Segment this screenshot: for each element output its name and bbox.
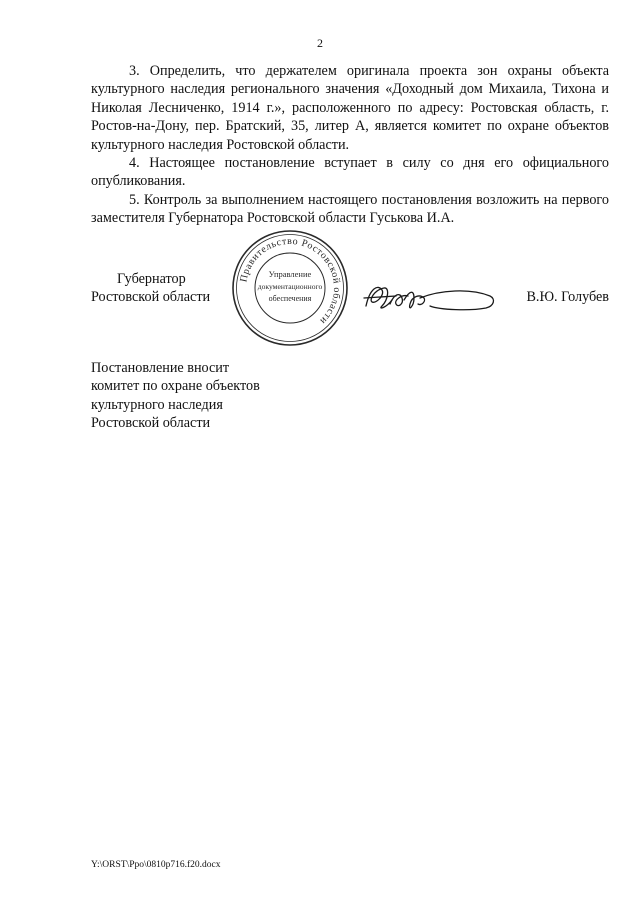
seal-center-line2: документационного xyxy=(257,282,323,291)
document-body xyxy=(91,62,609,228)
paragraph-4: 4. Настоящее постановление вступает в силу со дня его официального опубликования. xyxy=(91,155,609,190)
official-seal-stamp xyxy=(230,228,350,348)
signature-block xyxy=(91,268,609,328)
seal-ring-text: Правительство Ростовской области xyxy=(238,235,343,327)
submitted-by-line4: Ростовской области xyxy=(91,415,211,432)
handwritten-signature xyxy=(360,276,500,320)
seal-center-line1: Управление xyxy=(268,269,312,279)
signatory-title-line2: Ростовской области xyxy=(91,289,211,306)
seal-center-line3: обеспечения xyxy=(268,294,312,303)
signatory-title-line1: Губернатор xyxy=(117,271,186,287)
file-path-footer: Y:\ORST\Ppo\0810p716.f20.docx xyxy=(91,860,221,870)
signatory-name: В.Ю. Голубев xyxy=(526,289,609,305)
paragraph-3: 3. Определить, что держателем оригинала проекта зон охраны объекта культурного наследия регионального значения «Доходный дом Михаила, Тихона и Николая Лесниченко, 1914 г.», расположенного по адресу: Ростовская область, г. Ростов-на-Дону, пер. Братский, 35, литер А, является комитет по охране объектов культурного наследия Ростовской области. xyxy=(91,63,609,153)
paragraph-5: 5. Контроль за выполнением настоящего постановления возложить на первого заместителя Губернатора Ростовской области Гуськова И.А. xyxy=(91,191,609,227)
submitted-by-line3: культурного наследия xyxy=(91,396,223,413)
submitted-by-line1: Постановление вносит xyxy=(91,360,230,376)
submitted-by-note xyxy=(91,359,391,433)
page-number: 2 xyxy=(317,36,323,50)
submitted-by-line2: комитет по охране объектов xyxy=(91,378,260,395)
signatory-title xyxy=(91,270,227,307)
